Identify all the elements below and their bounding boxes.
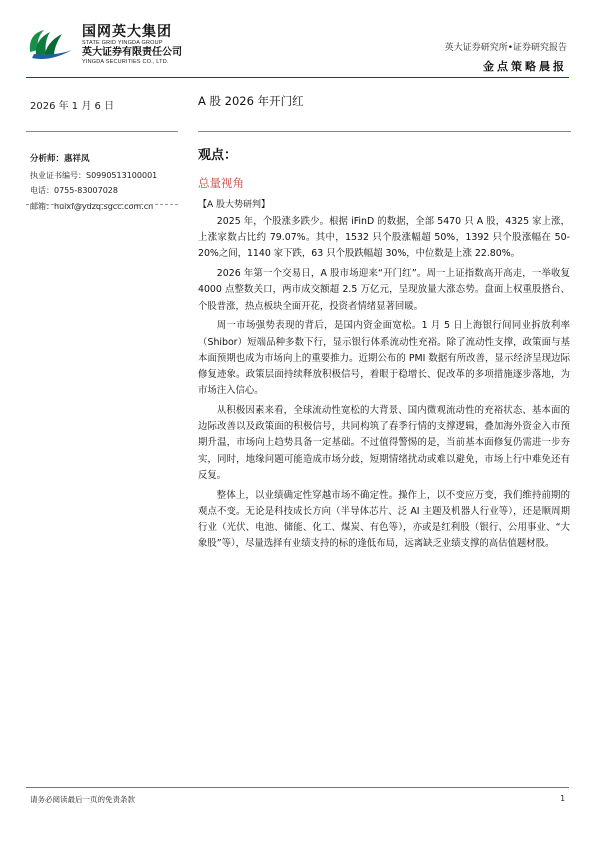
section-heading: 总量视角 [198,176,244,190]
paragraph: 周一市场强势表现的背后，是国内资金面宽松。1 月 5 日上海银行间同业拆放利率（Shibor）短端品种多数下行，显示银行体系流动性充裕。除了流动性支撑，政策面与基本面预期也成为市场向上的重要推力。近期公布的 PMI 数据有所改善，显示经济呈现边际修复迹象。政策层面持续释放积极信号，着眼于稳增长、促改革的多项措施逐步落地，为市场注入信心。 [198,320,570,397]
left-divider [26,131,178,132]
report-type: 金点策略晨报 [483,60,567,73]
paragraph: 2025 年，个股涨多跌少。根据 iFinD 的数据，全部 5470 只 A 股，4325 家上涨，上涨家数占比约 79.07%。其中，1532 只个股涨幅超 50%，1392 只个股涨幅在 50-20%之间，1140 家下跌，63 只个股跌幅超 30%，中位数是上涨 22.80%。 [198,216,570,260]
analyst-divider [26,204,178,205]
company-en: YINGDA SECURITIES CO., LTD. [82,59,169,65]
footer-divider [26,787,569,788]
research-dept: 英大证券研究所•证券研究报告 [444,43,567,53]
analyst-phone: 电话：0755-83007028 [30,186,118,195]
analyst-name-label: 分析师： [30,154,65,164]
paragraph: 2026 年第一个交易日，A 股市场迎来“开门红”。周一上证指数高开高走，一举收复 4000 点整数关口，两市成交额超 2.5 万亿元，呈现放量大涨态势。盘面上权重股搭台、个股普涨，热点板块全面开花，投资者情绪显著回暖。 [198,268,570,312]
viewpoint-heading: 观点： [198,148,238,163]
topic-tag: 【A 股大势研判】 [198,200,271,210]
header-divider [26,77,569,78]
brand-en: STATE GRID YINGDA GROUP [82,40,163,46]
yingda-logo-icon [26,22,78,62]
brand-cn: 国网英大集团 [82,24,172,40]
report-body [198,214,570,556]
analyst-cert: 执业证书编号：S0990513100001 [30,170,158,180]
page-title: A 股 2026 年开门红 [198,94,304,108]
analyst-name-row [30,151,157,168]
paragraph: 从积极因素来看，全球流动性宽松的大背景、国内微观流动性的充裕状态、基本面的边际改善以及政策面的积极信号，共同构筑了春季行情的支撑逻辑，叠加海外资金入市预期升温，市场向上趋势具备一定基础。不过值得警惕的是，当前基本面修复仍需进一步夯实，同时，地缘问题可能造成市场分歧，短期情绪扰动或难以避免，市场上行中难免还有反复。 [198,405,570,481]
analyst-name: 惠祥凤 [64,154,90,164]
paragraph: 整体上，以业绩确定性穿越市场不确定性。操作上，以不变应万变，我们维持前期的观点不变。无论是科技成长方向（半导体芯片、泛 AI 主题及机器人行业等），还是顺周期行业（光伏、电池、储能、化工、煤炭、有色等），亦或是红利股（银行、公用事业、“大象股”等），尽量选择有业绩支持的标的逢低布局，远离缺乏业绩支撑的高估值题材股。 [198,489,570,550]
company-cn: 英大证券有限责任公司 [82,47,182,58]
disclaimer-note: 请务必阅读最后一页的免责条款 [30,795,135,804]
page-number: 1 [560,794,565,803]
right-divider [198,131,571,132]
analyst-email[interactable]: 邮箱：huixf@ydzq.sgcc.com.cn [30,201,154,211]
report-date: 2026 年 1 月 6 日 [30,101,115,112]
brand-block [82,25,182,66]
